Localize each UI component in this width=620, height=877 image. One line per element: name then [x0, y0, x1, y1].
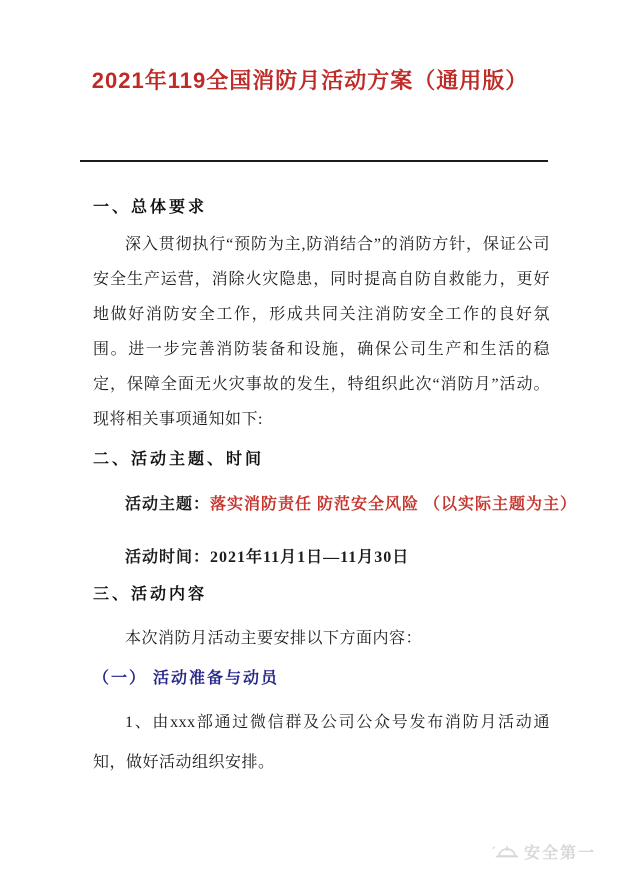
section-1-paragraph: 深入贯彻执行“预防为主,防消结合”的消防方针，保证公司安全生产运营，消除火灾隐患，同时提高自防自救能力，更好地做好消防安全工作，形成共同关注消防安全工作的良好氛围。进一步完善消防装备和设施，确保公司生产和生活的稳定，保障全面无火灾事故的发生，特组织此次“消防月”活动。现将相关事项通知如下:	[93, 236, 550, 428]
activity-time-label: 活动时间：	[125, 549, 211, 566]
activity-theme-label: 活动主题：	[125, 496, 211, 513]
sub-section-1-heading: （一） 活动准备与动员	[93, 670, 280, 687]
activity-time-value: 2021年11月1日—11月30日	[210, 549, 410, 566]
title-divider	[80, 160, 548, 162]
activity-theme-value: 落实消防责任 防范安全风险 （以实际主题为主）	[210, 496, 578, 513]
section-3-heading: 三、活动内容	[93, 586, 208, 603]
watermark	[490, 840, 596, 863]
section-2-heading: 二、活动主题、时间	[93, 451, 265, 468]
section-3-intro: 本次消防月活动主要安排以下方面内容：	[125, 630, 423, 647]
watermark-text: 安全第一	[523, 845, 596, 862]
list-item-1: 1、由xxx部通过微信群及公司公众号发布消防月活动通知，做好活动组织安排。	[93, 714, 550, 771]
document-title: 2021年119全国消防月活动方案（通用版）	[91, 68, 529, 93]
safety-helmet-icon	[490, 842, 518, 862]
section-1-heading: 一、总体要求	[93, 199, 208, 216]
activity-time-line	[125, 544, 409, 567]
activity-theme-line	[125, 491, 577, 514]
